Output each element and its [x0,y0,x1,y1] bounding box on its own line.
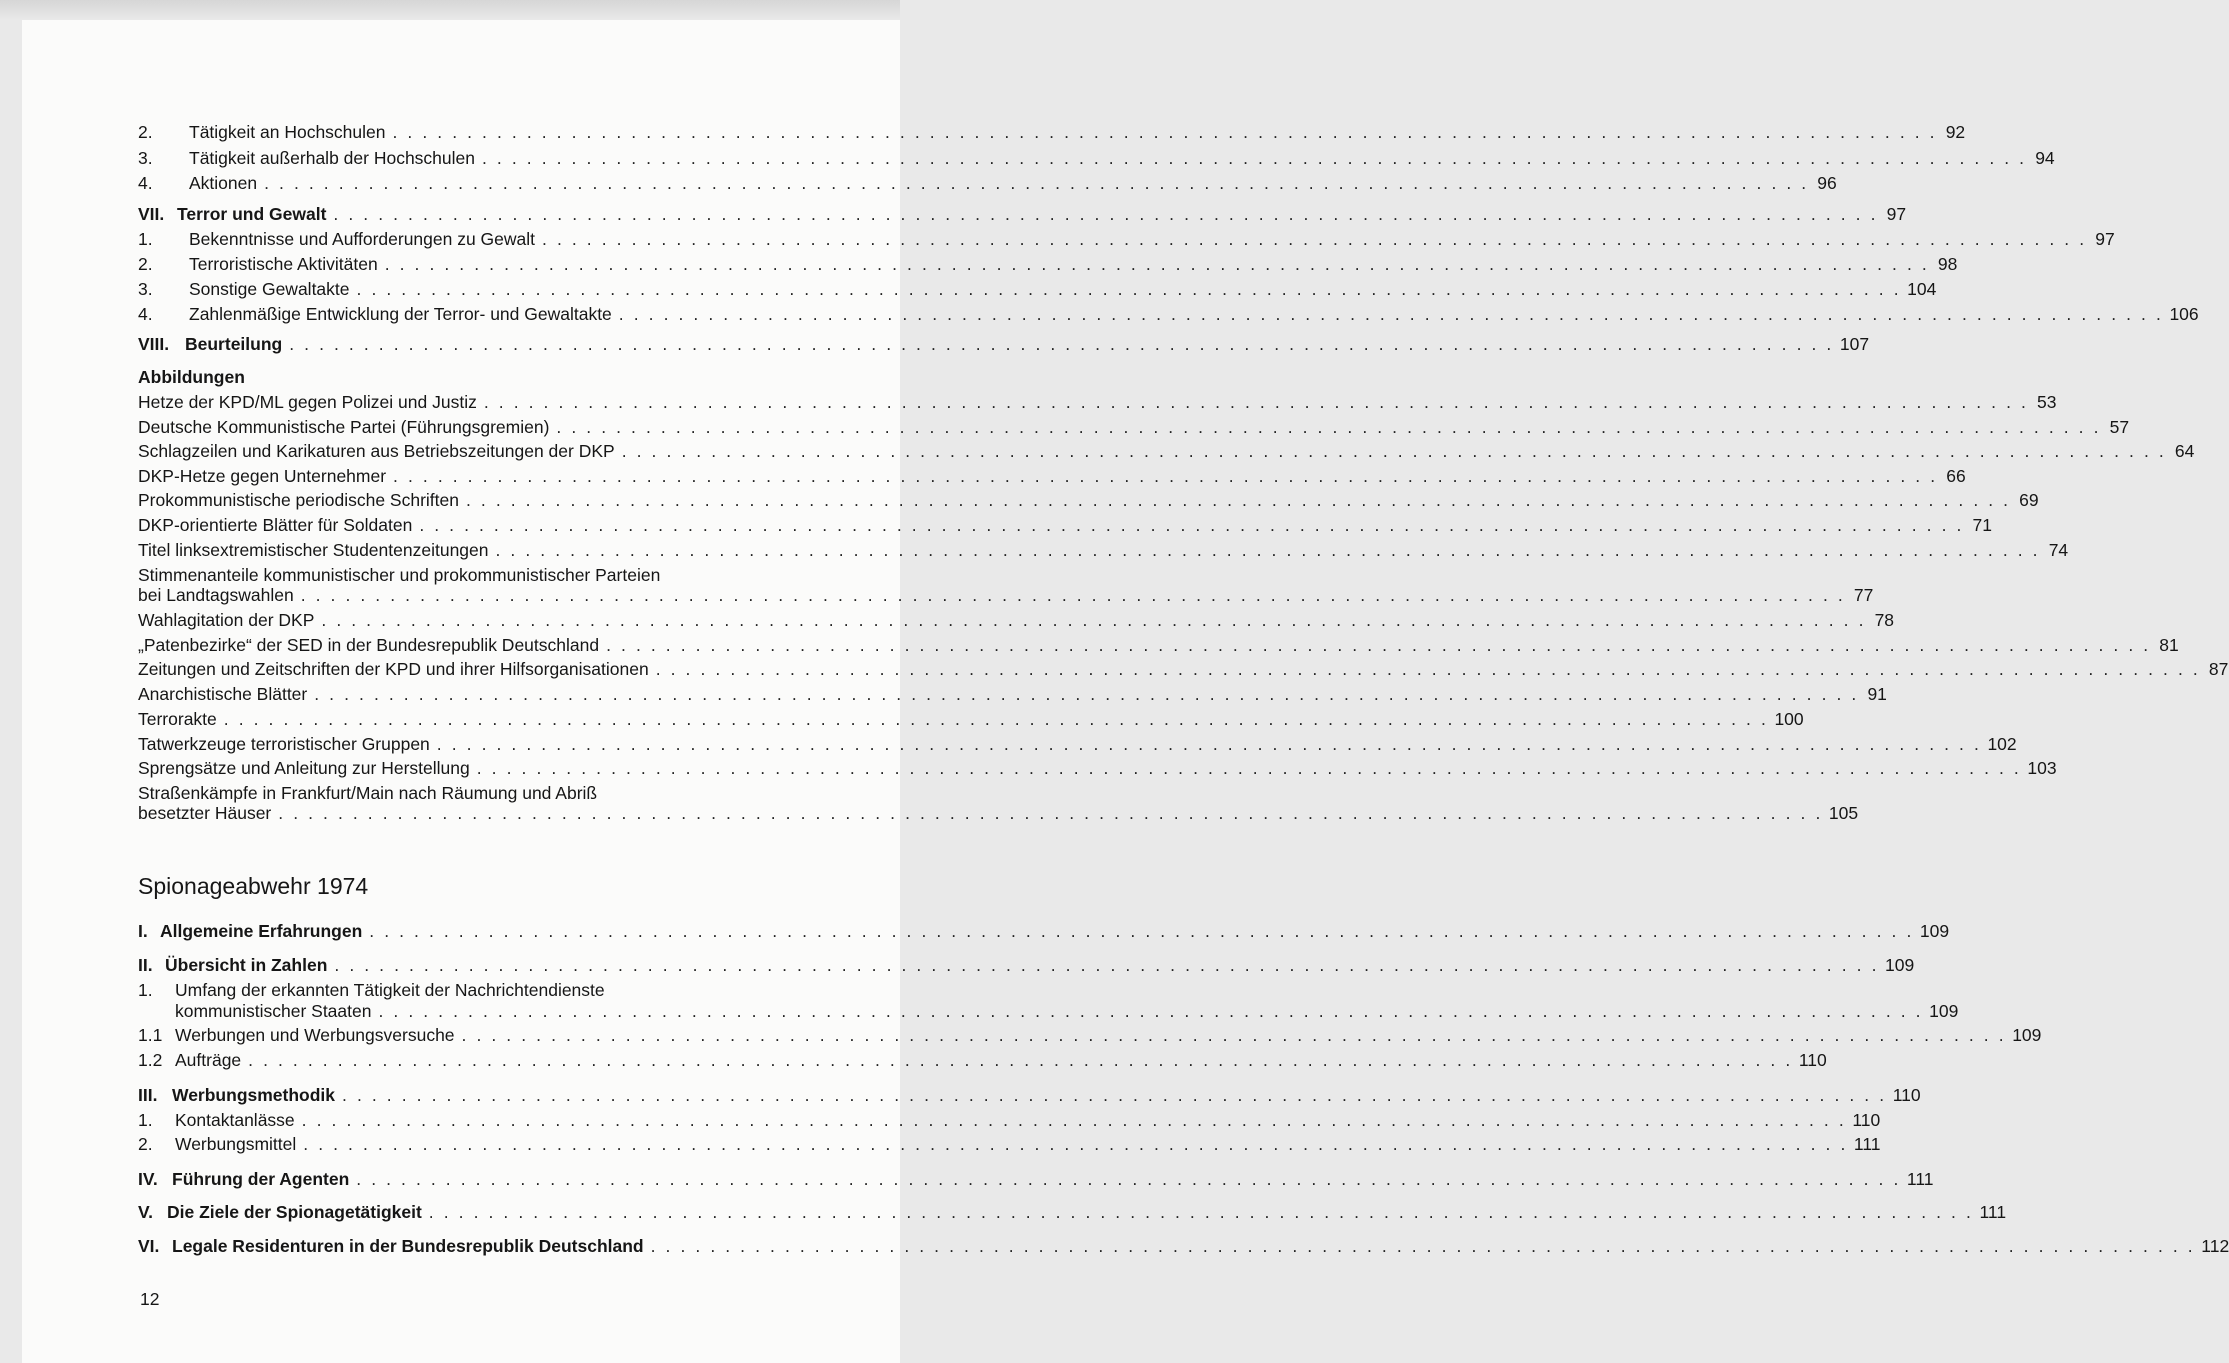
entry-title-line1: Umfang der erkannten Tätigkeit der Nachrichtendienste [175,980,605,1000]
figure-title: Tatwerkzeuge terroristischer Gruppen [138,734,430,754]
figure-entry[interactable] [138,490,2039,511]
dot-leader: . . . . . . . . . . . . . . . . . . . . . . . . . . . . . . . . . . . . . . . . . . . . . . . . . . . . . . . . . . . . . . . . . . . . . . . . . . . . . . . . . . . . . . . . . . . . . . . . . . . . . . . . [606,635,2151,655]
toc-chapter[interactable] [138,921,1950,942]
figure-title: Sprengsätze und Anleitung zur Herstellung [138,758,470,778]
dot-leader: . . . . . . . . . . . . . . . . . . . . . . . . . . . . . . . . . . . . . . . . . . . . . . . . . . . . . . . . . . . . . . . . . . . . . . . . . . . . . . . . . . . . . . . . . . . . . . . . . . . . . . . . [476,758,2022,778]
toc-entry[interactable] [138,1134,1881,1155]
figure-title-line1: Stimmenanteile kommunistischer und prokommunistischer Parteien [138,565,661,585]
entry-number: 1. [138,1110,153,1130]
entry-number: 1. [138,980,153,1000]
entry-number: 4. [138,173,153,193]
entry-number: 3. [138,279,153,299]
toc-chapter[interactable] [138,204,1907,225]
entry-page: 92 [1945,122,1966,142]
entry-title: Tätigkeit außerhalb der Hochschulen [189,148,475,168]
toc-entry[interactable] [138,122,1966,143]
dot-leader: . . . . . . . . . . . . . . . . . . . . . . . . . . . . . . . . . . . . . . . . . . . . . . . . . . . . . . . . . . . . . . . . . . . . . . . . . . . . . . . . . . . . . . . . . . . . . . . . . . . . . . . . [650,1236,2196,1256]
dot-leader: . . . . . . . . . . . . . . . . . . . . . . . . . . . . . . . . . . . . . . . . . . . . . . . . . . . . . . . . . . . . . . . . . . . . . . . . . . . . . . . . . . . . . . . . . . . . . . . . . . . . . . . . [300,585,1846,605]
dot-leader: . . . . . . . . . . . . . . . . . . . . . . . . . . . . . . . . . . . . . . . . . . . . . . . . . . . . . . . . . . . . . . . . . . . . . . . . . . . . . . . . . . . . . . . . . . . . . . . . . . . . . . . . [483,392,2029,412]
chapter-number: VII. [138,204,165,224]
entry-title: Bekenntnisse und Aufforderungen zu Gewalt [189,229,536,249]
entry-page: 106 [2169,304,2199,324]
entry-page: 109 [1919,921,1950,941]
chapter-number: V. [138,1202,153,1222]
toc-entry[interactable] [175,1001,1959,1022]
dot-leader: . . . . . . . . . . . . . . . . . . . . . . . . . . . . . . . . . . . . . . . . . . . . . . . . . . . . . . . . . . . . . . . . . . . . . . . . . . . . . . . . . . . . . . . . . . . . . . . . . . . . . . . . [356,279,1902,299]
toc-chapter[interactable] [138,955,1915,976]
entry-page: 110 [1852,1110,1881,1130]
figure-entry[interactable] [138,659,2229,680]
dot-leader: . . . . . . . . . . . . . . . . . . . . . . . . . . . . . . . . . . . . . . . . . . . . . . . . . . . . . . . . . . . . . . . . . . . . . . . . . . . . . . . . . . . . . . . . . . . . . . . . . . . . . . . . [289,334,1834,354]
figure-page: 102 [1987,734,2017,754]
entry-number: 1.1 [138,1025,163,1045]
figure-title: Wahlagitation der DKP [138,610,315,630]
dot-leader: . . . . . . . . . . . . . . . . . . . . . . . . . . . . . . . . . . . . . . . . . . . . . . . . . . . . . . . . . . . . . . . . . . . . . . . . . . . . . . . . . . . . . . . . . . . . . . . . . . . . . . . . [436,734,1982,754]
figure-page: 87 [2208,659,2229,679]
figure-entry[interactable] [138,610,1895,631]
figure-entry[interactable] [138,803,1859,824]
entry-title: Werbungsmittel [175,1134,297,1154]
toc-chapter[interactable] [138,334,1870,355]
entry-page: 109 [2012,1025,2042,1045]
toc-entry[interactable] [138,148,2055,169]
figure-page: 100 [1774,709,1804,729]
figure-page: 81 [2159,635,2179,655]
entry-number: 2. [138,122,153,142]
chapter-title: Beurteilung [185,334,283,354]
toc-entry[interactable] [138,304,2199,325]
entry-page: 111 [1853,1134,1881,1154]
figure-title: Prokommunistische periodische Schriften [138,490,459,510]
toc-entry[interactable] [138,1110,1881,1131]
entry-number: 4. [138,304,153,324]
entry-page: 98 [1937,254,1958,274]
dot-leader: . . . . . . . . . . . . . . . . . . . . . . . . . . . . . . . . . . . . . . . . . . . . . . . . . . . . . . . . . . . . . . . . . . . . . . . . . . . . . . . . . . . . . . . . . . . . . . . . . . . . . . . . [419,515,1964,535]
figure-entry[interactable] [138,466,1966,487]
entry-title: Tätigkeit an Hochschulen [189,122,386,142]
figure-page: 91 [1867,684,1887,704]
toc-chapter[interactable] [138,1085,1921,1106]
toc-chapter[interactable] [138,1169,1934,1190]
figure-page: 57 [2109,417,2130,437]
figure-page: 64 [2174,441,2195,461]
figure-title: „Patenbezirke“ der SED in der Bundesrepublik Deutschland [138,635,600,655]
toc-entry[interactable] [138,1050,1827,1071]
dot-leader: . . . . . . . . . . . . . . . . . . . . . . . . . . . . . . . . . . . . . . . . . . . . . . . . . . . . . . . . . . . . . . . . . . . . . . . . . . . . . . . . . . . . . . . . . . . . . . . . . . . . . . . . [621,441,2167,461]
toc-entry[interactable] [138,173,1837,194]
dot-leader: . . . . . . . . . . . . . . . . . . . . . . . . . . . . . . . . . . . . . . . . . . . . . . . . . . . . . . . . . . . . . . . . . . . . . . . . . . . . . . . . . . . . . . . . . . . . . . . . . . . . . . . . [369,921,1914,941]
chapter-number: III. [138,1085,158,1105]
entry-title: Aktionen [189,173,258,193]
toc-chapter[interactable] [138,1202,2007,1223]
entry-number: 2. [138,254,153,274]
figure-entry[interactable] [138,585,1874,606]
figure-page: 78 [1874,610,1895,630]
figure-title: besetzter Häuser [138,803,272,823]
dot-leader: . . . . . . . . . . . . . . . . . . . . . . . . . . . . . . . . . . . . . . . . . . . . . . . . . . . . . . . . . . . . . . . . . . . . . . . . . . . . . . . . . . . . . . . . . . . . . . . . . . . . . . . . [278,803,1823,823]
dot-leader: . . . . . . . . . . . . . . . . . . . . . . . . . . . . . . . . . . . . . . . . . . . . . . . . . . . . . . . . . . . . . . . . . . . . . . . . . . . . . . . . . . . . . . . . . . . . . . . . . . . . . . . . [321,610,1867,630]
figure-title: Anarchistische Blätter [138,684,308,704]
chapter-number: VI. [138,1236,160,1256]
dot-leader: . . . . . . . . . . . . . . . . . . . . . . . . . . . . . . . . . . . . . . . . . . . . . . . . . . . . . . . . . . . . . . . . . . . . . . . . . . . . . . . . . . . . . . . . . . . . . . . . . . . . . . . . [333,204,1879,224]
dot-leader: . . . . . . . . . . . . . . . . . . . . . . . . . . . . . . . . . . . . . . . . . . . . . . . . . . . . . . . . . . . . . . . . . . . . . . . . . . . . . . . . . . . . . . . . . . . . . . . . . . . . . . . . [465,490,2011,510]
entry-page: 107 [1839,334,1870,354]
entry-title: Terroristische Aktivitäten [189,254,378,274]
entry-title: Sonstige Gewaltakte [189,279,350,299]
toc-entry[interactable] [138,254,1958,275]
dot-leader: . . . . . . . . . . . . . . . . . . . . . . . . . . . . . . . . . . . . . . . . . . . . . . . . . . . . . . . . . . . . . . . . . . . . . . . . . . . . . . . . . . . . . . . . . . . . . . . . . . . . . . . . [542,229,2087,249]
entry-page: 109 [1885,955,1915,975]
dot-leader: . . . . . . . . . . . . . . . . . . . . . . . . . . . . . . . . . . . . . . . . . . . . . . . . . . . . . . . . . . . . . . . . . . . . . . . . . . . . . . . . . . . . . . . . . . . . . . . . . . . . . . . . [303,1134,1848,1154]
abbildungen-heading: Abbildungen [138,367,245,387]
dot-leader: . . . . . . . . . . . . . . . . . . . . . . . . . . . . . . . . . . . . . . . . . . . . . . . . . . . . . . . . . . . . . . . . . . . . . . . . . . . . . . . . . . . . . . . . . . . . . . . . . . . . . . . . [314,684,1859,704]
entry-number: 3. [138,148,153,168]
figure-title: Hetze der KPD/ML gegen Polizei und Justiz [138,392,477,412]
figure-entry[interactable] [138,392,2057,413]
entry-page: 97 [2095,229,2115,249]
toc-entry[interactable] [138,279,1937,300]
figure-entry[interactable] [138,635,2179,656]
figure-page: 71 [1972,515,1992,535]
dot-leader: . . . . . . . . . . . . . . . . . . . . . . . . . . . . . . . . . . . . . . . . . . . . . . . . . . . . . . . . . . . . . . . . . . . . . . . . . . . . . . . . . . . . . . . . . . . . . . . . . . . . . . . . [618,304,2164,324]
figure-entry[interactable] [138,515,1992,536]
figure-entry[interactable] [138,684,1887,705]
figure-title: DKP-orientierte Blätter für Soldaten [138,515,413,535]
figure-page: 77 [1853,585,1874,605]
entry-page: 111 [1979,1202,2007,1222]
chapter-title: Allgemeine Erfahrungen [160,921,363,941]
dot-leader: . . . . . . . . . . . . . . . . . . . . . . . . . . . . . . . . . . . . . . . . . . . . . . . . . . . . . . . . . . . . . . . . . . . . . . . . . . . . . . . . . . . . . . . . . . . . . . . . . . . . . . . . [264,173,1809,193]
figure-page: 69 [2019,490,2039,510]
dot-leader: . . . . . . . . . . . . . . . . . . . . . . . . . . . . . . . . . . . . . . . . . . . . . . . . . . . . . . . . . . . . . . . . . . . . . . . . . . . . . . . . . . . . . . . . . . . . . . . . . . . . . . . . [556,417,2102,437]
figure-entry[interactable] [138,734,2017,755]
section-heading: Spionageabwehr 1974 [138,873,369,899]
chapter-number: II. [138,955,153,975]
dot-leader: . . . . . . . . . . . . . . . . . . . . . . . . . . . . . . . . . . . . . . . . . . . . . . . . . . . . . . . . . . . . . . . . . . . . . . . . . . . . . . . . . . . . . . . . . . . . . . . . . . . . . . . . [342,1085,1887,1105]
figure-page: 105 [1828,803,1859,823]
dot-leader: . . . . . . . . . . . . . . . . . . . . . . . . . . . . . . . . . . . . . . . . . . . . . . . . . . . . . . . . . . . . . . . . . . . . . . . . . . . . . . . . . . . . . . . . . . . . . . . . . . . . . . . . [334,955,1880,975]
scan-top-edge [0,0,900,20]
figure-title: Titel linksextremistischer Studentenzeitungen [138,540,489,560]
toc-chapter[interactable] [138,1236,2229,1257]
figure-entry[interactable] [138,540,2069,561]
figure-entry[interactable] [138,417,2130,438]
figure-page: 66 [1946,466,1966,486]
chapter-title: Die Ziele der Spionagetätigkeit [167,1202,422,1222]
toc-entry[interactable] [138,1025,2042,1046]
entry-title: kommunistischer Staaten [175,1001,372,1021]
figure-title: DKP-Hetze gegen Unternehmer [138,466,387,486]
figure-title: bei Landtagswahlen [138,585,294,605]
toc-entry-line1 [138,980,605,1001]
dot-leader: . . . . . . . . . . . . . . . . . . . . . . . . . . . . . . . . . . . . . . . . . . . . . . . . . . . . . . . . . . . . . . . . . . . . . . . . . . . . . . . . . . . . . . . . . . . . . . . . . . . . . . . . [495,540,2041,560]
dot-leader: . . . . . . . . . . . . . . . . . . . . . . . . . . . . . . . . . . . . . . . . . . . . . . . . . . . . . . . . . . . . . . . . . . . . . . . . . . . . . . . . . . . . . . . . . . . . . . . . . . . . . . . . [356,1169,1901,1189]
entry-page: 109 [1929,1001,1959,1021]
figure-title: Deutsche Kommunistische Partei (Führungsgremien) [138,417,550,437]
entry-page: 94 [2035,148,2055,168]
dot-leader: . . . . . . . . . . . . . . . . . . . . . . . . . . . . . . . . . . . . . . . . . . . . . . . . . . . . . . . . . . . . . . . . . . . . . . . . . . . . . . . . . . . . . . . . . . . . . . . . . . . . . . . . [392,122,1938,142]
entry-page: 96 [1817,173,1837,193]
figure-page: 74 [2048,540,2069,560]
dot-leader: . . . . . . . . . . . . . . . . . . . . . . . . . . . . . . . . . . . . . . . . . . . . . . . . . . . . . . . . . . . . . . . . . . . . . . . . . . . . . . . . . . . . . . . . . . . . . . . . . . . . . . . . [461,1025,2007,1045]
dot-leader: . . . . . . . . . . . . . . . . . . . . . . . . . . . . . . . . . . . . . . . . . . . . . . . . . . . . . . . . . . . . . . . . . . . . . . . . . . . . . . . . . . . . . . . . . . . . . . . . . . . . . . . . [223,709,1769,729]
dot-leader: . . . . . . . . . . . . . . . . . . . . . . . . . . . . . . . . . . . . . . . . . . . . . . . . . . . . . . . . . . . . . . . . . . . . . . . . . . . . . . . . . . . . . . . . . . . . . . . . . . . . . . . . [393,466,1938,486]
chapter-number: VIII. [138,334,170,354]
dot-leader: . . . . . . . . . . . . . . . . . . . . . . . . . . . . . . . . . . . . . . . . . . . . . . . . . . . . . . . . . . . . . . . . . . . . . . . . . . . . . . . . . . . . . . . . . . . . . . . . . . . . . . . . [378,1001,1924,1021]
page-number: 12 [140,1289,160,1309]
figure-entry[interactable] [138,709,1804,730]
entry-page: 111 [1906,1169,1934,1189]
chapter-number: I. [138,921,148,941]
entry-title: Zahlenmäßige Entwicklung der Terror- und Gewaltakte [189,304,612,324]
figure-page: 53 [2037,392,2057,412]
dot-leader: . . . . . . . . . . . . . . . . . . . . . . . . . . . . . . . . . . . . . . . . . . . . . . . . . . . . . . . . . . . . . . . . . . . . . . . . . . . . . . . . . . . . . . . . . . . . . . . . . . . . . . . . [248,1050,1793,1070]
figure-title-line1: Straßenkämpfe in Frankfurt/Main nach Räumung und Abriß [138,783,598,803]
dot-leader: . . . . . . . . . . . . . . . . . . . . . . . . . . . . . . . . . . . . . . . . . . . . . . . . . . . . . . . . . . . . . . . . . . . . . . . . . . . . . . . . . . . . . . . . . . . . . . . . . . . . . . . . [428,1202,1974,1222]
figure-page: 103 [2027,758,2057,778]
chapter-number: IV. [138,1169,158,1189]
toc-entry[interactable] [138,229,2115,250]
dot-leader: . . . . . . . . . . . . . . . . . . . . . . . . . . . . . . . . . . . . . . . . . . . . . . . . . . . . . . . . . . . . . . . . . . . . . . . . . . . . . . . . . . . . . . . . . . . . . . . . . . . . . . . . [655,659,2201,679]
figure-title: Zeitungen und Zeitschriften der KPD und ihrer Hilfsorganisationen [138,659,649,679]
entry-title: Werbungen und Werbungsversuche [175,1025,455,1045]
chapter-title: Legale Residenturen in der Bundesrepublik Deutschland [172,1236,644,1256]
entry-number: 1.2 [138,1050,163,1070]
chapter-title: Terror und Gewalt [177,204,327,224]
dot-leader: . . . . . . . . . . . . . . . . . . . . . . . . . . . . . . . . . . . . . . . . . . . . . . . . . . . . . . . . . . . . . . . . . . . . . . . . . . . . . . . . . . . . . . . . . . . . . . . . . . . . . . . . [482,148,2027,168]
figure-entry[interactable] [138,758,2057,779]
chapter-title: Führung der Agenten [172,1169,350,1189]
entry-page: 110 [1892,1085,1921,1105]
entry-title: Kontaktanlässe [175,1110,295,1130]
entry-title: Aufträge [175,1050,242,1070]
entry-number: 1. [138,229,153,249]
figure-entry[interactable] [138,441,2195,462]
chapter-title: Übersicht in Zahlen [165,955,328,975]
dot-leader: . . . . . . . . . . . . . . . . . . . . . . . . . . . . . . . . . . . . . . . . . . . . . . . . . . . . . . . . . . . . . . . . . . . . . . . . . . . . . . . . . . . . . . . . . . . . . . . . . . . . . . . . [384,254,1930,274]
entry-page: 104 [1907,279,1937,299]
entry-page: 112 [2201,1236,2229,1256]
figure-title: Schlagzeilen und Karikaturen aus Betriebszeitungen der DKP [138,441,615,461]
figure-title: Terrorakte [138,709,217,729]
entry-number: 2. [138,1134,153,1154]
entry-page: 110 [1798,1050,1827,1070]
chapter-title: Werbungsmethodik [172,1085,336,1105]
entry-page: 97 [1886,204,1907,224]
dot-leader: . . . . . . . . . . . . . . . . . . . . . . . . . . . . . . . . . . . . . . . . . . . . . . . . . . . . . . . . . . . . . . . . . . . . . . . . . . . . . . . . . . . . . . . . . . . . . . . . . . . . . . . . [301,1110,1847,1130]
